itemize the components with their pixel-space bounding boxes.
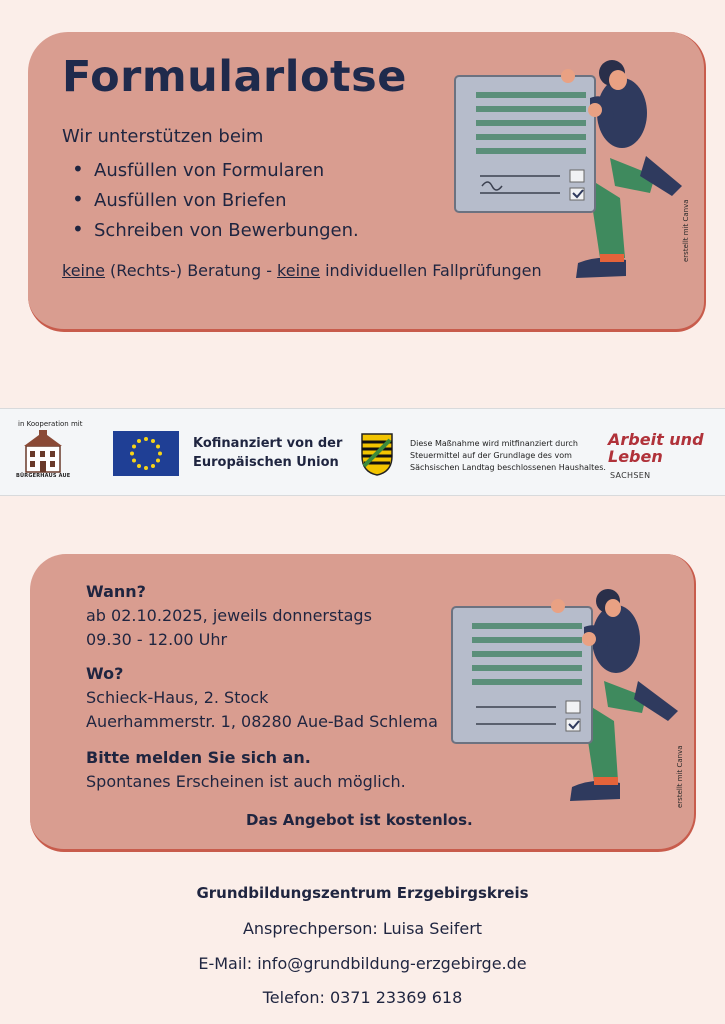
where-line-1: Schieck-Haus, 2. Stock	[86, 688, 269, 707]
list-item: • Ausfüllen von Briefen	[72, 185, 359, 215]
service-list	[72, 155, 359, 245]
list-item: • Schreiben von Bewerbungen.	[72, 215, 359, 245]
eu-line-2: Europäischen Union	[193, 455, 339, 470]
register-note: Bitte melden Sie sich an.	[86, 748, 311, 767]
free-offer-note: Das Angebot ist kostenlos.	[246, 811, 473, 829]
credit-top: erstellt mit Canva	[682, 199, 690, 262]
aul-line-2: Leben	[608, 447, 663, 466]
list-item: • Ausfüllen von Formularen	[72, 155, 359, 185]
note-end: individuellen Fallprüfungen	[320, 261, 542, 280]
arbeit-und-leben-logo	[608, 431, 704, 465]
contact-phone: Telefon: 0371 23369 618	[262, 988, 463, 1007]
when-date: ab 02.10.2025, jeweils donnerstags	[86, 606, 372, 625]
person-with-form-illustration	[448, 585, 688, 815]
note-keine-2: keine	[277, 261, 321, 280]
cooperation-label: in Kooperation mit	[18, 420, 83, 428]
saxony-coat-of-arms-icon	[360, 432, 394, 476]
when-label: Wann?	[86, 582, 146, 601]
organization-name: Grundbildungszentrum Erzgebirgskreis	[196, 884, 529, 902]
note-mid: (Rechts-) Beratung -	[104, 261, 278, 280]
credit-bottom: erstellt mit Canva	[676, 745, 684, 808]
buergerhaus-building-icon	[20, 428, 66, 474]
spontaneous-note: Spontanes Erscheinen ist auch möglich.	[86, 772, 406, 791]
eu-line-1: Kofinanziert von der	[193, 436, 343, 451]
person-with-form-illustration	[450, 58, 700, 290]
page-title: Formularlotse	[62, 52, 407, 102]
intro-text: Wir unterstützen beim	[62, 126, 264, 147]
contact-email: E-Mail: info@grundbildung-erzgebirge.de	[198, 954, 527, 973]
where-label: Wo?	[86, 664, 124, 683]
aul-region: SACHSEN	[610, 471, 651, 480]
note-keine-1: keine	[62, 261, 105, 280]
when-time: 09.30 - 12.00 Uhr	[86, 630, 228, 649]
aul-line-1: Arbeit und	[608, 430, 704, 449]
saxony-funding-text: Diese Maßnahme wird mitfinanziert durch Steuermittel auf der Grundlage des vom Sächsischen Landtag beschlossenen Haushaltes.	[410, 439, 606, 472]
eu-flag-icon	[113, 431, 179, 476]
where-line-2: Auerhammerstr. 1, 08280 Aue-Bad Schlema	[86, 712, 438, 731]
buergerhaus-label: BÜRGERHAUS AUE	[16, 473, 71, 479]
contact-person: Ansprechperson: Luisa Seifert	[242, 919, 483, 938]
eu-cofinancing-text	[193, 434, 342, 472]
